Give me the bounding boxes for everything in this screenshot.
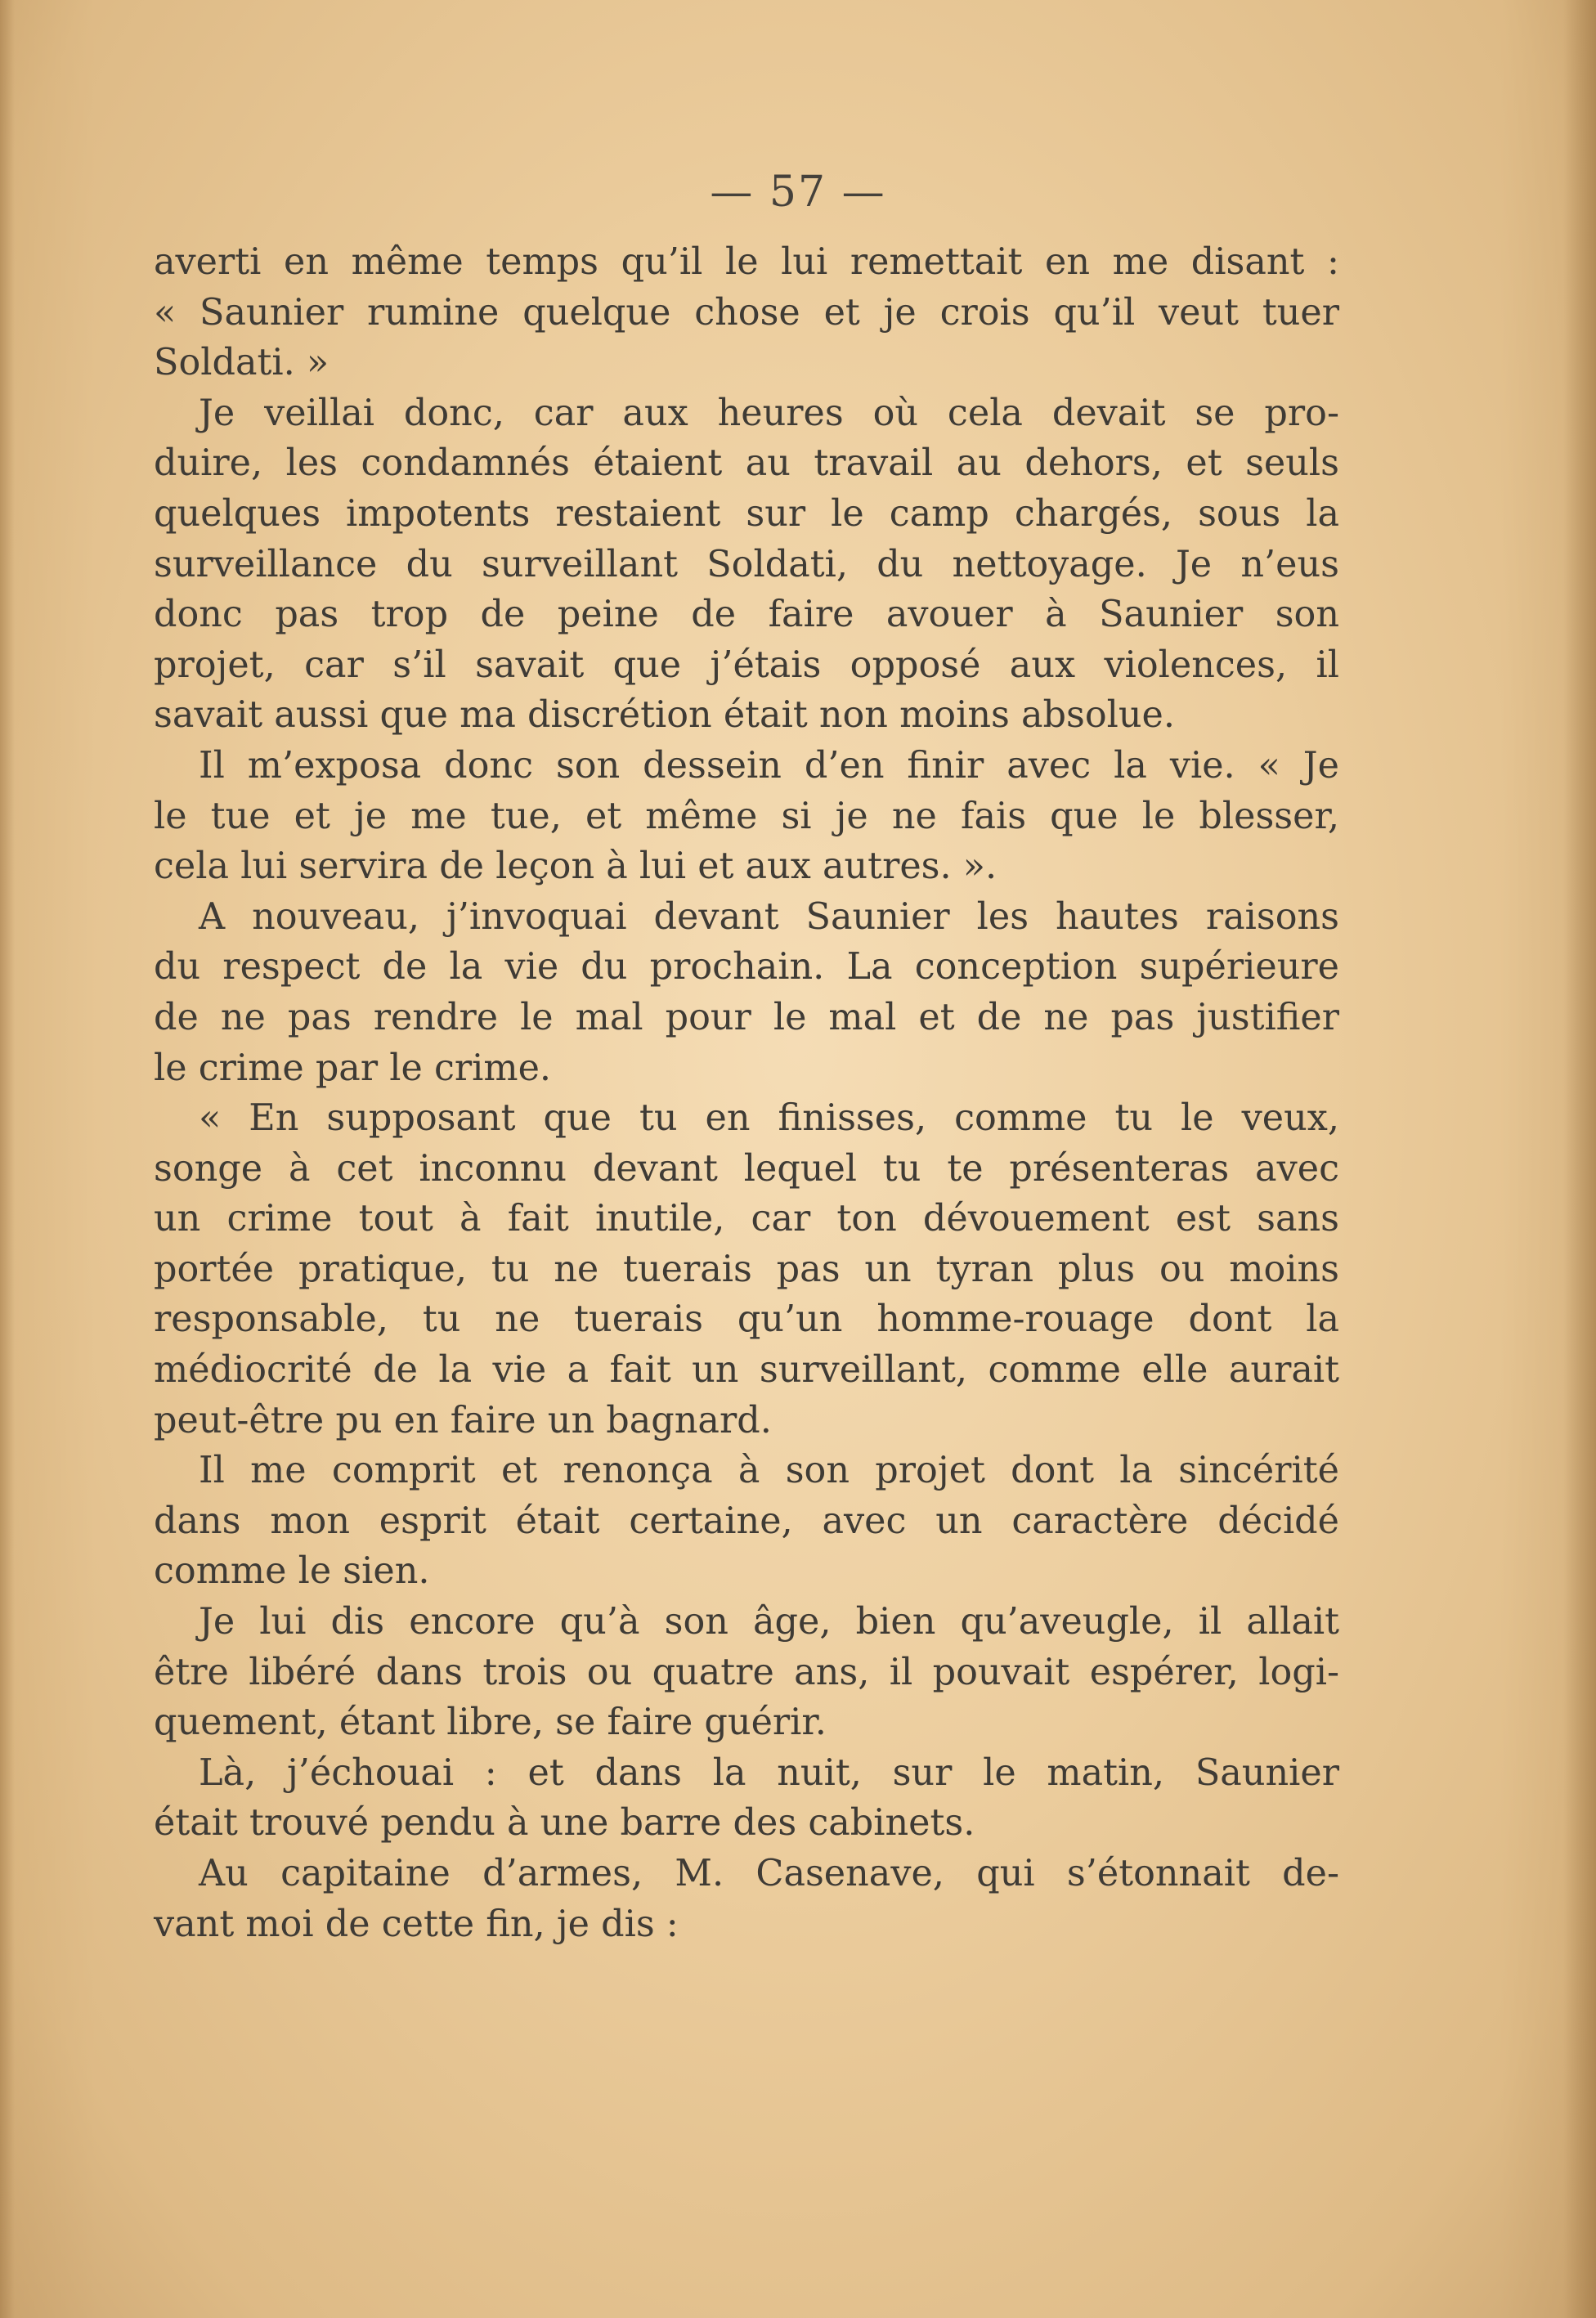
text-line: donc pas trop de peine de faire avouer à Saunier son [154, 594, 1339, 636]
text-line: Il m’exposa donc son dessein d’en finir avec la vie. « Je [199, 744, 1339, 787]
text-line: cela lui servira de leçon à lui et aux autres. ». [154, 845, 998, 888]
text-line: vant moi de cette fin, je dis : [154, 1903, 679, 1945]
text-line: portée pratique, tu ne tuerais pas un tyran plus ou moins [154, 1248, 1339, 1290]
body-text [154, 237, 1339, 1949]
text-line: médiocrité de la vie a fait un surveillant, comme elle aurait [154, 1349, 1339, 1392]
text-line: était trouvé pendu à une barre des cabinets. [154, 1802, 975, 1845]
text-line: de ne pas rendre le mal pour le mal et de ne pas justifier [154, 996, 1339, 1038]
text-line: comme le sien. [154, 1550, 430, 1593]
text-line: averti en même temps qu’il le lui remettait en me disant : [154, 241, 1339, 283]
text-line: A nouveau, j’invoquai devant Saunier les hautes raisons [199, 895, 1339, 938]
page-number: — 57 — [710, 168, 886, 217]
text-line: Au capitaine d’armes, M. Casenave, qui s’étonnait de- [199, 1853, 1339, 1894]
text-line: quement, étant libre, se faire guérir. [154, 1702, 827, 1744]
text-line: Je veillai donc, car aux heures où cela devait se pro- [199, 392, 1339, 434]
text-line: du respect de la vie du prochain. La conception supérieure [154, 946, 1339, 989]
page-edge-left [0, 0, 15, 2318]
text-line: « Saunier rumine quelque chose et je crois qu’il veut tuer [154, 291, 1339, 334]
text-line: Là, j’échouai : et dans la nuit, sur le matin, Saunier [199, 1751, 1339, 1794]
text-line: projet, car s’il savait que j’étais opposé aux violences, il [154, 643, 1339, 686]
text-line: dans mon esprit était certaine, avec un caractère décidé [154, 1500, 1339, 1542]
text-line: Soldati. » [154, 342, 330, 384]
text-line: un crime tout à fait inutile, car ton dévouement est sans [154, 1198, 1339, 1240]
text-line: le crime par le crime. [154, 1047, 552, 1089]
text-line: quelques impotents restaient sur le camp chargés, sous la [154, 492, 1339, 535]
text-line: duire, les condamnés étaient au travail au dehors, et seuls [154, 442, 1339, 485]
text-line: surveillance du surveillant Soldati, du nettoyage. Je n’eus [154, 543, 1339, 585]
text-line: responsable, tu ne tuerais qu’un homme-rouage dont la [154, 1298, 1339, 1341]
text-line: le tue et je me tue, et même si je ne fais que le blesser, [154, 795, 1339, 837]
text-line: savait aussi que ma discrétion était non moins absolue. [154, 694, 1175, 737]
text-line: « En supposant que tu en finisses, comme tu le veux, [199, 1097, 1339, 1140]
text-line: Il me comprit et renonça à son projet dont la sincérité [199, 1450, 1339, 1492]
page-edge-right [1563, 0, 1596, 2318]
text-line: être libéré dans trois ou quatre ans, il pouvait espérer, logi- [154, 1651, 1339, 1693]
text-line: songe à cet inconnu devant lequel tu te présenteras avec [154, 1147, 1339, 1190]
text-line: Je lui dis encore qu’à son âge, bien qu’aveugle, il allait [199, 1601, 1339, 1643]
text-line: peut-être pu en faire un bagnard. [154, 1399, 772, 1441]
